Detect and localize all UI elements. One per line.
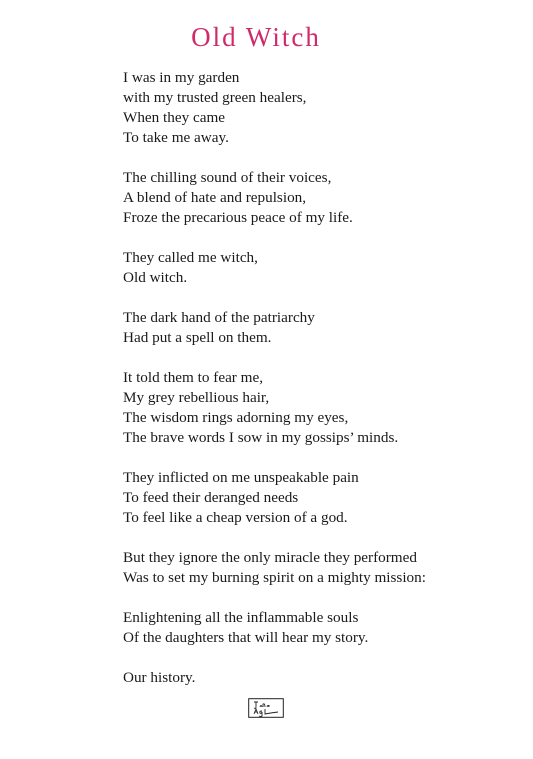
poem-line: Was to set my burning spirit on a mighty mission:	[123, 569, 426, 586]
stanza	[123, 68, 523, 148]
stanza	[123, 468, 523, 528]
poem-line: Our history.	[123, 669, 196, 686]
poem-line: To feel like a cheap version of a god.	[123, 509, 348, 526]
poem-line: A blend of hate and repulsion,	[123, 189, 307, 206]
stanza	[123, 168, 523, 228]
poem-line: The wisdom rings adorning my eyes,	[123, 409, 349, 426]
poem-line: The chilling sound of their voices,	[123, 169, 332, 186]
poem-line: Old witch.	[123, 269, 188, 286]
poem-line: But they ignore the only miracle they performed	[123, 549, 417, 566]
poem-line: Had put a spell on them.	[123, 329, 272, 346]
poem-line: I was in my garden	[123, 69, 240, 86]
stanza	[123, 668, 523, 688]
poem-line: They called me witch,	[123, 249, 258, 266]
poem-line: The dark hand of the patriarchy	[123, 309, 315, 326]
poem-line: It told them to fear me,	[123, 369, 264, 386]
poem-line: The brave words I sow in my gossips’ minds.	[123, 429, 399, 446]
poem-title: Old Witch	[191, 22, 321, 52]
stanza	[123, 308, 523, 348]
poem-line: They inflicted on me unspeakable pain	[123, 469, 359, 486]
poem-line: My grey rebellious hair,	[123, 389, 270, 406]
poem-line: To take me away.	[123, 129, 229, 146]
poem-line: with my trusted green healers,	[123, 89, 307, 106]
poem-line: To feed their deranged needs	[123, 489, 299, 506]
signature-icon	[248, 698, 284, 718]
stanza	[123, 608, 523, 648]
signature-logo	[248, 698, 284, 718]
poem-body	[123, 68, 523, 708]
stanza	[123, 368, 523, 448]
poem-line: Froze the precarious peace of my life.	[123, 209, 353, 226]
poem-line: Of the daughters that will hear my story.	[123, 629, 369, 646]
stanza	[123, 548, 523, 588]
poem-line: When they came	[123, 109, 226, 126]
poem-line: Enlightening all the inflammable souls	[123, 609, 359, 626]
stanza	[123, 248, 523, 288]
